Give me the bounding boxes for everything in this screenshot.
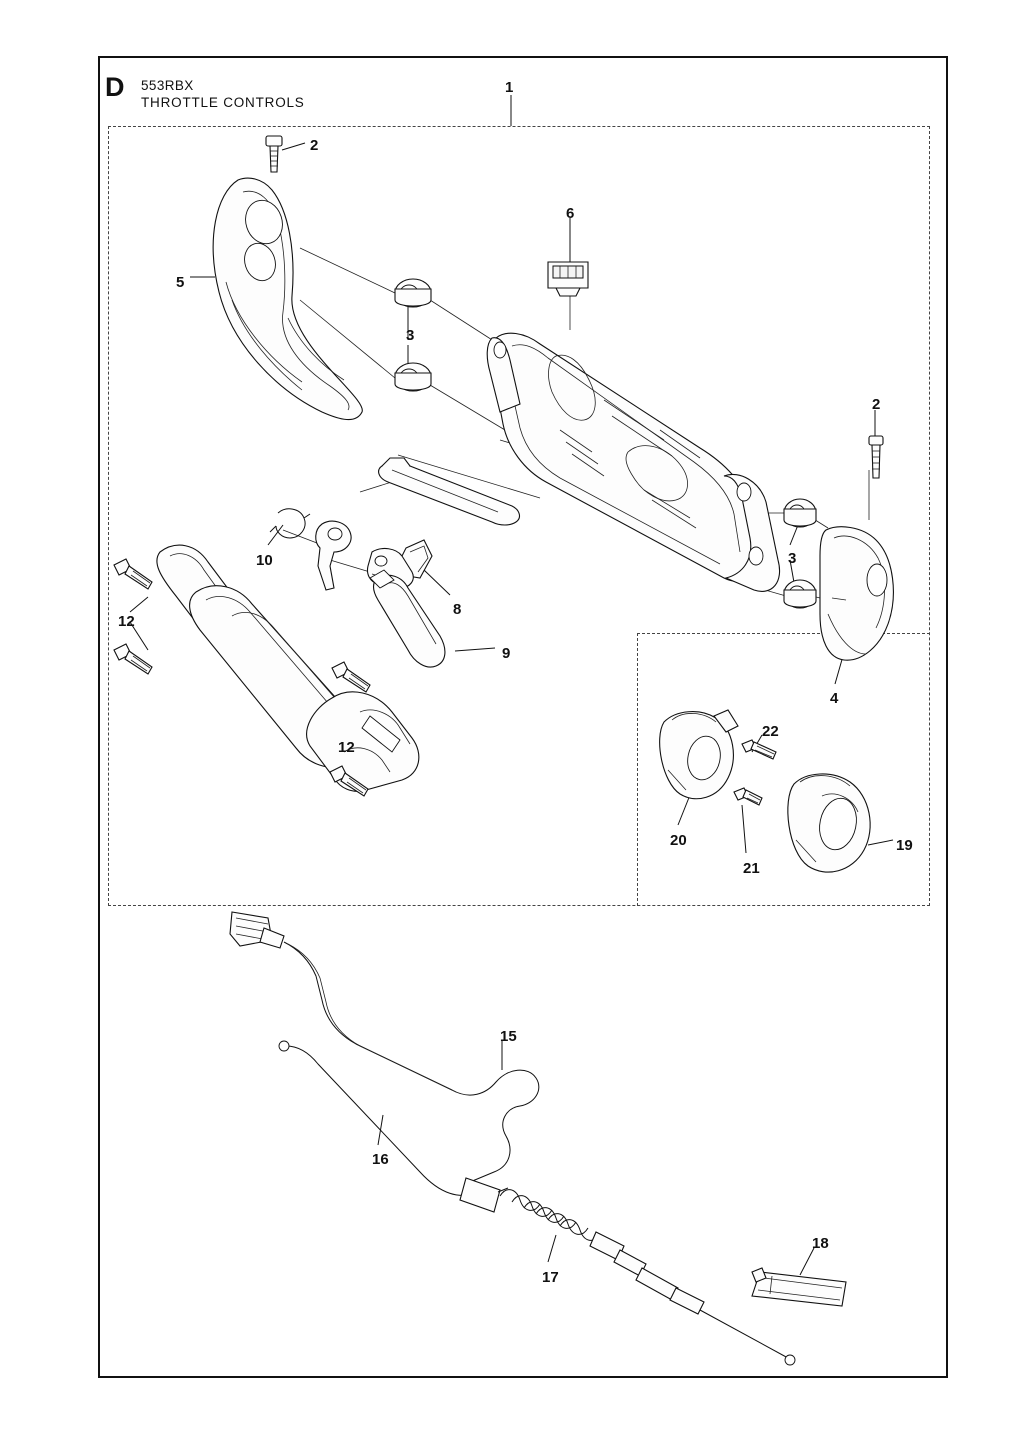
callout-10: 10 — [256, 552, 273, 569]
model-name: 553RBX — [141, 78, 194, 93]
callout-19: 19 — [896, 837, 913, 854]
callout-22: 22 — [762, 723, 779, 740]
callout-9: 9 — [502, 645, 511, 662]
callout-1: 1 — [505, 79, 514, 96]
callout-8: 8 — [453, 601, 462, 618]
callout-12a: 12 — [118, 613, 135, 630]
callout-2b: 2 — [872, 396, 881, 413]
callout-2a: 2 — [310, 137, 319, 154]
callout-12b: 12 — [338, 739, 355, 756]
callout-4: 4 — [830, 690, 839, 707]
section-letter: D — [105, 72, 125, 102]
callout-20: 20 — [670, 832, 687, 849]
callout-17: 17 — [542, 1269, 559, 1286]
callout-15: 15 — [500, 1028, 517, 1045]
page-title: THROTTLE CONTROLS — [141, 95, 305, 110]
callout-3a: 3 — [406, 327, 415, 344]
callout-18: 18 — [812, 1235, 829, 1252]
callout-3b: 3 — [788, 550, 797, 567]
callout-16: 16 — [372, 1151, 389, 1168]
callout-6: 6 — [566, 205, 575, 222]
callout-5: 5 — [176, 274, 185, 291]
callout-21: 21 — [743, 860, 760, 877]
